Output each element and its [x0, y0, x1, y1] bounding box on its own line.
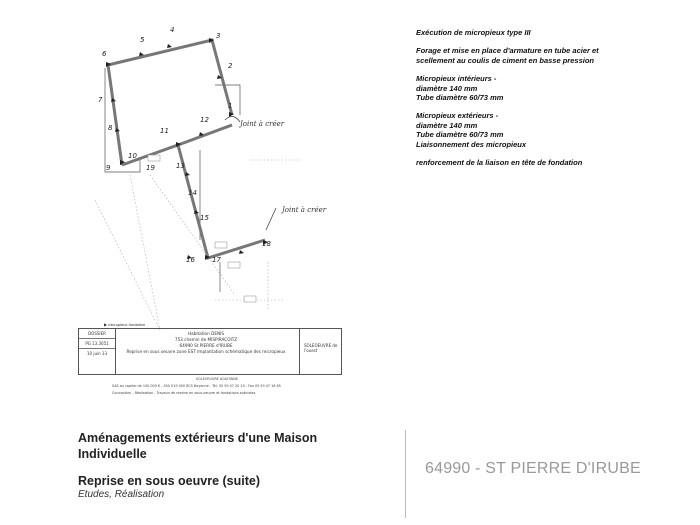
legend-marker-icon: ▶	[104, 322, 109, 327]
tb-line3: 64990 St PIERRE d'IRUBE	[179, 343, 233, 348]
project-title: Aménagements extérieurs d'une Maison Individuelle	[78, 431, 318, 461]
micropile-markers	[106, 38, 268, 260]
company-line3: Conception - Réalisation - Travaux de reprise en sous-oeuvre et fondations spéciales	[112, 391, 256, 395]
tb-line4: Reprise en sous oeuvre zone EST Implantation schématique des micropieux	[126, 349, 286, 354]
pile-number-16: 16	[186, 256, 195, 264]
note-4: Micropieux extérieurs - diamètre 140 mm Tube diamètre 60/73 mm Liaisonnement des micropieux	[416, 111, 527, 149]
tb-line1: Habitation DENIS	[188, 331, 224, 336]
pile-number-4: 4	[170, 26, 175, 34]
pile-number-12: 12	[200, 116, 209, 124]
pile-number-19: 19	[146, 164, 155, 172]
company-footer	[112, 376, 322, 397]
foundation-beams	[108, 40, 265, 258]
pile-number-11: 11	[160, 127, 169, 135]
company-line2: SAS au capital de 100 000 € - 500 019 000 RCS Bayonne - Tél. 05 59 47 20 20 - Fax 05 59 47 16 65	[112, 384, 281, 388]
joint-leaders	[225, 116, 276, 230]
company-line1: SOLEOEUVRE AQUITAINE	[195, 377, 239, 381]
note-5: renforcement de la liaison en tête de fondation	[416, 158, 583, 168]
project-category: Etudes, Réalisation	[78, 489, 165, 500]
pile-number-10: 10	[128, 152, 137, 160]
note-1: Exécution de micropieux type III	[416, 28, 531, 37]
title-block-refs	[79, 329, 116, 374]
technical-notes	[416, 28, 686, 176]
divider	[405, 430, 406, 518]
logo-text: SOLEOEUVRE de l'ouest	[304, 343, 338, 353]
title-block	[78, 328, 342, 375]
dossier-ref: PG 13.3051	[79, 339, 115, 349]
project-subtitle: Reprise en sous oeuvre (suite)	[78, 474, 261, 488]
title-block-main	[116, 331, 296, 355]
project-location: 64990 - ST PIERRE D'IRUBE	[425, 460, 641, 477]
pile-number-9: 9	[106, 164, 111, 172]
plan-legend	[104, 322, 145, 327]
tb-line2: 753 chemin de MISPIRACOITZ	[174, 337, 238, 342]
dossier-label: DOSSIER	[79, 329, 115, 339]
legend-label: micropieux fondation	[108, 322, 146, 327]
title-block-logo	[299, 329, 342, 374]
pile-number-17: 17	[212, 256, 221, 264]
pile-number-13: 13	[176, 162, 185, 170]
pile-number-18: 18	[262, 240, 271, 248]
pile-number-15: 15	[200, 214, 209, 222]
dossier-date: 10 juin 13	[86, 351, 107, 356]
pile-number-6: 6	[102, 50, 107, 58]
joint-note-2: Joint à créer	[282, 206, 327, 214]
note-3: Micropieux intérieurs - diamètre 140 mm Tube diamètre 60/73 mm	[416, 74, 504, 103]
pile-number-3: 3	[216, 32, 221, 40]
pile-number-8: 8	[108, 124, 113, 132]
pile-number-7: 7	[98, 96, 103, 104]
note-2: Forage et mise en place d'armature en tube acier et scellement au coulis de ciment en basse pression	[416, 46, 599, 65]
dimension-boxes	[148, 155, 256, 302]
pile-number-5: 5	[140, 36, 145, 44]
pile-number-14: 14	[188, 189, 197, 197]
joint-note-1: Joint à créer	[240, 120, 285, 128]
pile-number-1: 1	[228, 102, 233, 110]
pile-number-2: 2	[228, 62, 233, 70]
